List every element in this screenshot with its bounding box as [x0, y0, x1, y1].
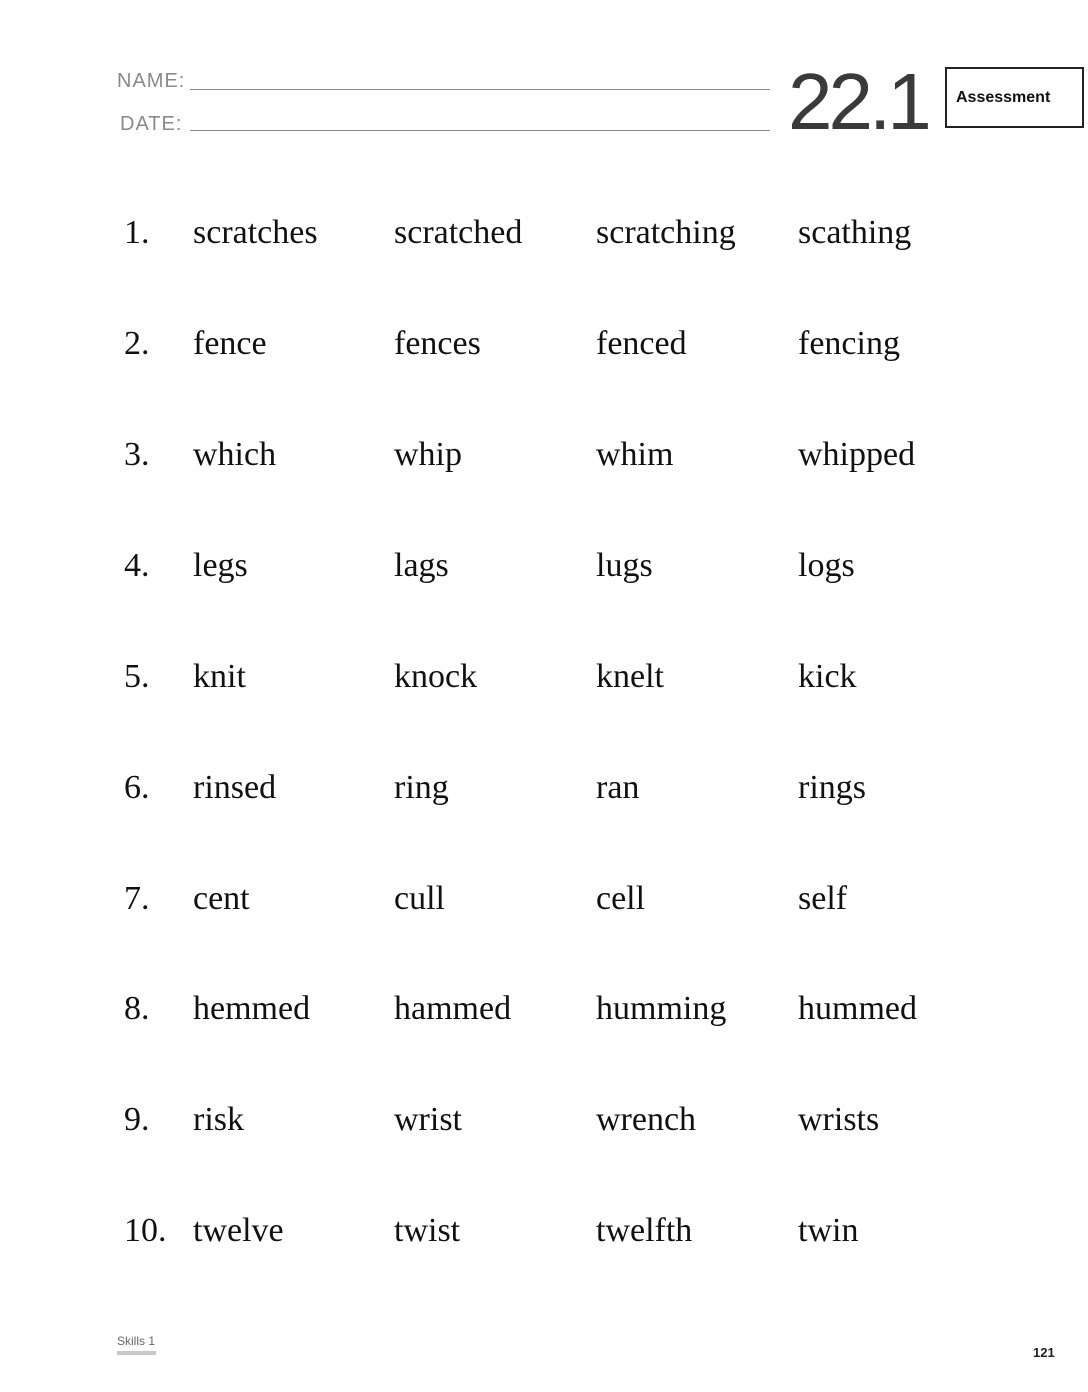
row-number: 9.	[124, 1101, 150, 1138]
row-number: 7.	[124, 880, 150, 917]
word-option-b[interactable]: knock	[394, 658, 478, 695]
word-option-b[interactable]: ring	[394, 769, 449, 806]
word-option-d[interactable]: logs	[798, 547, 855, 584]
word-option-b[interactable]: lags	[394, 547, 449, 584]
word-option-b[interactable]: fences	[394, 325, 481, 362]
name-label: NAME:	[117, 70, 186, 92]
word-option-c[interactable]: knelt	[596, 658, 664, 695]
word-option-c[interactable]: wrench	[596, 1101, 697, 1138]
word-option-b[interactable]: twist	[394, 1212, 461, 1249]
word-option-d[interactable]: rings	[798, 769, 866, 806]
word-option-b[interactable]: cull	[394, 880, 445, 917]
row-number: 8.	[124, 990, 150, 1027]
word-option-c[interactable]: cell	[596, 880, 646, 917]
word-option-c[interactable]: lugs	[596, 547, 653, 584]
page-number: 121	[1033, 1345, 1055, 1360]
word-option-a[interactable]: hemmed	[193, 990, 311, 1027]
row-number: 2.	[124, 325, 150, 362]
word-option-a[interactable]: knit	[193, 658, 246, 695]
word-option-c[interactable]: ran	[596, 769, 640, 806]
word-option-b[interactable]: hammed	[394, 990, 512, 1027]
word-option-a[interactable]: cent	[193, 880, 250, 917]
word-option-a[interactable]: fence	[193, 325, 267, 362]
word-option-b[interactable]: scratched	[394, 214, 523, 251]
row-number: 4.	[124, 547, 150, 584]
date-field[interactable]	[190, 130, 770, 131]
lesson-number: 22.1	[788, 57, 928, 146]
book-label: Skills 1	[117, 1334, 156, 1348]
assessment-label: Assessment	[956, 88, 1051, 106]
word-option-c[interactable]: whim	[596, 436, 674, 473]
date-label: DATE:	[120, 113, 183, 135]
word-option-d[interactable]: fencing	[798, 325, 900, 362]
footer-divider	[117, 1351, 156, 1355]
word-option-c[interactable]: twelfth	[596, 1212, 693, 1249]
word-option-d[interactable]: self	[798, 880, 848, 917]
word-option-d[interactable]: kick	[798, 658, 857, 695]
word-option-c[interactable]: fenced	[596, 325, 687, 362]
word-option-d[interactable]: whipped	[798, 436, 916, 473]
row-number: 3.	[124, 436, 150, 473]
word-option-d[interactable]: scathing	[798, 214, 912, 251]
word-option-a[interactable]: twelve	[193, 1212, 284, 1249]
word-option-c[interactable]: scratching	[596, 214, 736, 251]
row-number: 6.	[124, 769, 150, 806]
word-option-d[interactable]: twin	[798, 1212, 859, 1249]
row-number: 1.	[124, 214, 150, 251]
word-option-a[interactable]: legs	[193, 547, 248, 584]
row-number: 5.	[124, 658, 150, 695]
word-option-d[interactable]: wrists	[798, 1101, 880, 1138]
word-option-b[interactable]: whip	[394, 436, 462, 473]
row-number: 10.	[124, 1212, 167, 1249]
word-option-a[interactable]: which	[193, 436, 277, 473]
assessment-box	[945, 67, 1084, 128]
word-option-a[interactable]: scratches	[193, 214, 318, 251]
word-option-c[interactable]: humming	[596, 990, 727, 1027]
word-option-a[interactable]: risk	[193, 1101, 244, 1138]
word-option-a[interactable]: rinsed	[193, 769, 277, 806]
word-option-d[interactable]: hummed	[798, 990, 917, 1027]
name-field[interactable]	[190, 89, 770, 90]
word-option-b[interactable]: wrist	[394, 1101, 462, 1138]
